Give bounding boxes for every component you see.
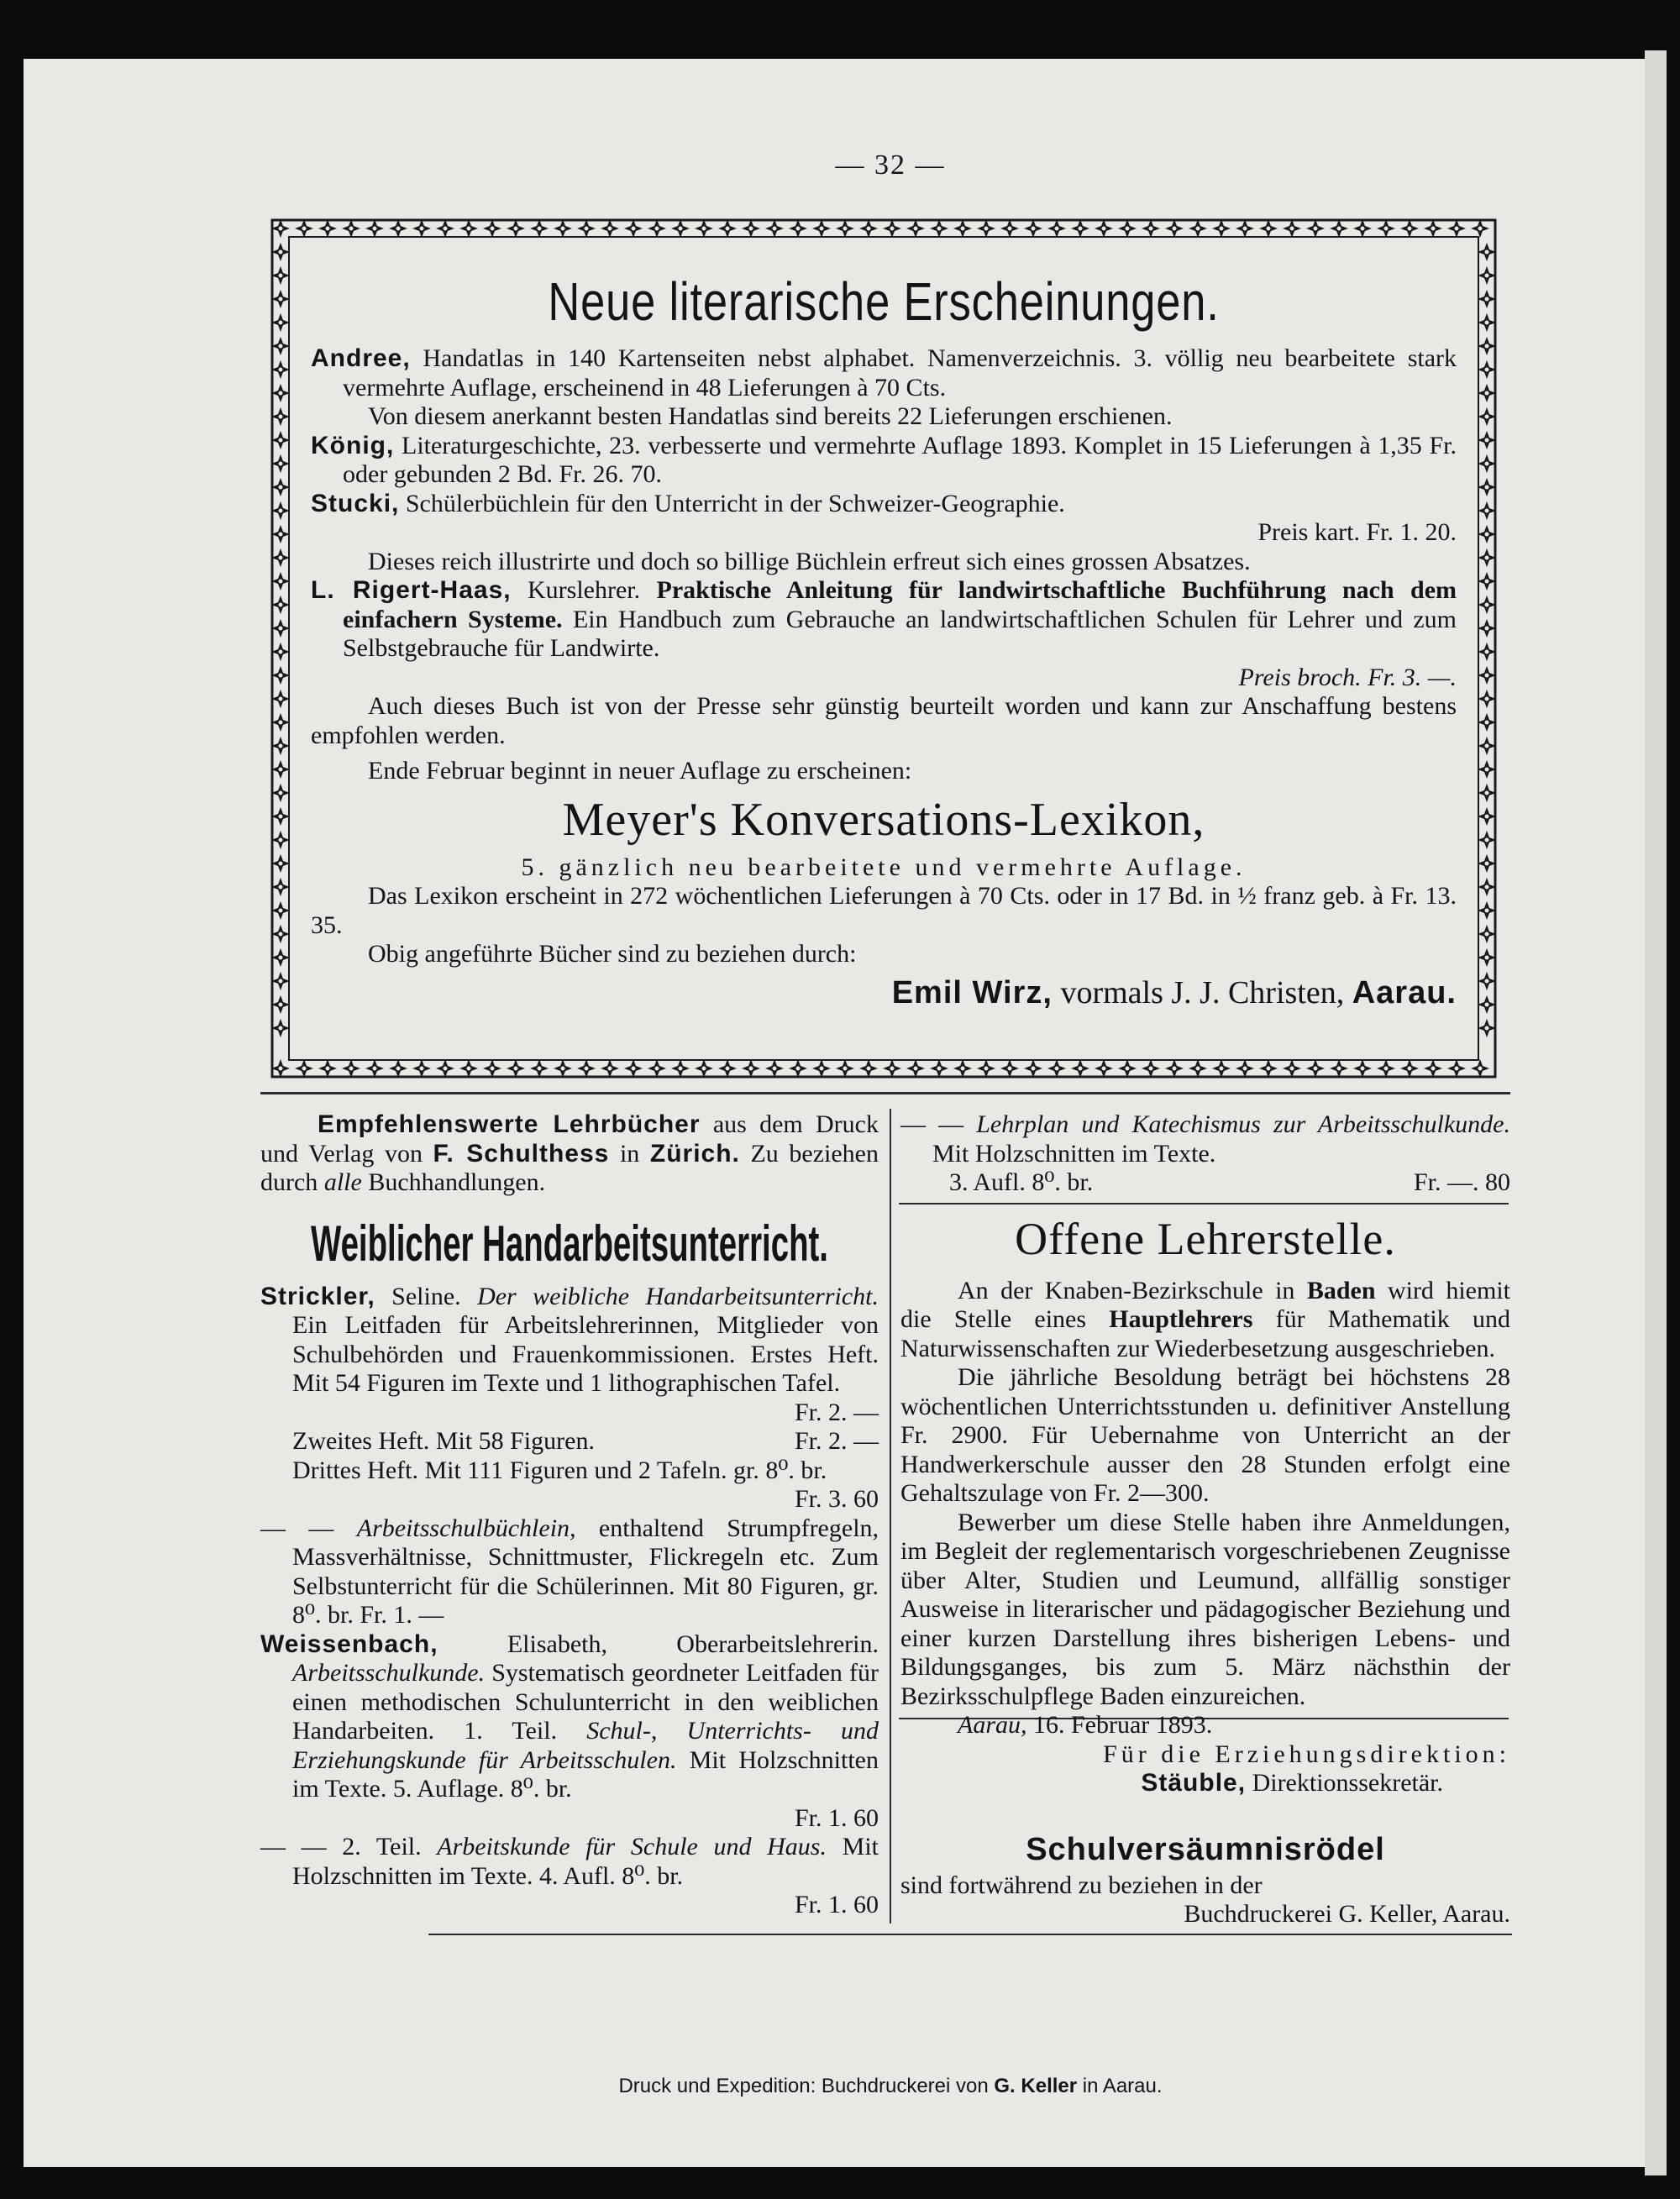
border-ornament (1142, 1059, 1160, 1078)
border-ornament (1478, 831, 1496, 849)
border-ornament (1306, 1059, 1325, 1078)
border-ornament (1478, 972, 1496, 990)
weissenbach-entry: Weissenbach, Elisabeth, Oberarbeitslehrerin. Arbeitsschulkunde. Systematisch geordneter Leitfaden für einen methodischen Schulunterricht in den weiblichen Handarbeiten. 1. Teil. Schul-, Unterrichts- und Erziehungskunde für Arbeitsschulen. Mit Holzschnitten im Texte. 5. Auflage. 8⁰. br. (260, 1630, 879, 1803)
wirz-rest: vormals J. J. Christen, (1060, 974, 1345, 1010)
border-ornament (271, 643, 290, 661)
border-ornament (1478, 737, 1496, 755)
border-ornament (389, 1059, 407, 1078)
teil2-entry: — — 2. Teil. Arbeitskunde für Schule und Haus. Mit Holzschnitten im Texte. 4. Aufl. 8⁰. br. (260, 1833, 879, 1890)
border-ornament (342, 219, 360, 238)
border-ornament (530, 219, 549, 238)
border-ornament (271, 243, 290, 261)
border-ornament (1478, 548, 1496, 567)
border-ornament (1447, 1059, 1466, 1078)
border-ornament (577, 1059, 596, 1078)
border-ornament (271, 290, 290, 308)
border-ornament (1478, 619, 1496, 638)
andree-name: Andree, (311, 344, 411, 372)
border-ornament (1478, 643, 1496, 661)
border-ornament (1478, 454, 1496, 473)
job-date: Aarau, 16. Februar 1893. (958, 1711, 1213, 1739)
border-ornament (271, 925, 290, 943)
border-ornament (1478, 1019, 1496, 1037)
border-ornament (1283, 1059, 1301, 1078)
meyer-title: Meyer's Konversations-Lexikon, (562, 793, 1205, 846)
border-ornament (1478, 572, 1496, 590)
border-ornament (412, 219, 431, 238)
border-ornament (1471, 219, 1489, 238)
border-ornament (836, 219, 854, 238)
border-ornament (859, 219, 878, 238)
lehrplan-entry: — — Lehrplan und Katechismus zur Arbeitsschulkunde. Mit Holzschnitten im Texte. (900, 1110, 1510, 1168)
border-ornament (554, 1059, 572, 1078)
border-ornament (1478, 525, 1496, 543)
meyer-text: Das Lexikon erscheint in 272 wöchentlichen Lieferungen à 70 Cts. oder in 17 Bd. in ½ franz geb. à Fr. 13. 35. (311, 882, 1457, 939)
border-ornament (1478, 501, 1496, 520)
border-ornament (459, 1059, 478, 1078)
border-ornament (1478, 431, 1496, 449)
border-ornament (507, 1059, 525, 1078)
schul-text: sind fortwährend zu beziehen in der (900, 1871, 1263, 1899)
border-ornament (318, 219, 337, 238)
border-ornament (1000, 1059, 1019, 1078)
border-ornament (1283, 219, 1301, 238)
border-ornament (906, 219, 925, 238)
border-ornament (930, 219, 948, 238)
border-ornament (1400, 1059, 1419, 1078)
border-ornament (1189, 1059, 1207, 1078)
border-ornament (271, 431, 290, 449)
border-ornament (271, 854, 290, 873)
border-ornament (271, 384, 290, 402)
job-paragraph-2: Die jährliche Besoldung beträgt bei höchstens 28 wöchentlichen Unterrichtsstunden u. definitiver Anstellung Fr. 2900. Für Uebernahme von Unterricht an der Handwerkerschule ausser den 28 Stunden erfolgt eine Gehaltszulage von Fr. 2—300. (900, 1363, 1510, 1507)
border-ornament (271, 337, 290, 355)
border-ornament (789, 219, 807, 238)
border-ornament (906, 1059, 925, 1078)
border-ornament (295, 219, 313, 238)
border-ornament (1212, 1059, 1231, 1078)
border-ornament (977, 219, 995, 238)
border-ornament (812, 219, 831, 238)
imprint-footer: Druck und Expedition: Buchdruckerei von G. Keller in Aarau. (618, 2075, 1163, 2097)
border-ornament (1118, 1059, 1137, 1078)
schul-headline: Schulversäumnisrödel (1026, 1831, 1385, 1867)
border-ornament (459, 219, 478, 238)
schul-printer: Buchdruckerei G. Keller, Aarau. (1184, 1900, 1510, 1928)
border-ornament (271, 831, 290, 849)
border-ornament (365, 219, 384, 238)
page-number: — 32 — (835, 150, 946, 181)
border-ornament (271, 360, 290, 379)
border-ornament (271, 995, 290, 1014)
left-headline: Weiblicher Handarbeitsunterricht. (311, 1215, 828, 1272)
border-ornament (271, 760, 290, 779)
koenig-text: Literaturgeschichte, 23. verbesserte und vermehrte Auflage 1893. Komplet in 15 Lieferungen à 1,35 Fr. oder gebunden 2 Bd. Fr. 26. 70. (343, 431, 1457, 488)
right-headline: Offene Lehrerstelle. (1015, 1213, 1396, 1264)
border-ornament (271, 407, 290, 426)
border-ornament (1478, 478, 1496, 496)
border-ornament (271, 807, 290, 826)
border-ornament (436, 219, 454, 238)
border-ornament (1047, 219, 1066, 238)
stucki-entry (311, 490, 1457, 519)
meyer-intro: Ende Februar beginnt in neuer Auflage zu erscheinen: (368, 757, 912, 785)
border-ornament (1024, 219, 1042, 238)
border-ornament (1377, 1059, 1395, 1078)
border-ornament (601, 219, 619, 238)
border-ornament (1478, 266, 1496, 285)
border-ornament (1478, 901, 1496, 920)
border-ornament (883, 1059, 901, 1078)
border-ornament (953, 219, 972, 238)
border-ornament (530, 1059, 549, 1078)
border-ornament (1353, 219, 1372, 238)
border-ornament (671, 219, 690, 238)
rigert-price: Preis broch. Fr. 3. —. (1238, 663, 1457, 691)
border-ornament (930, 1059, 948, 1078)
border-ornament (1165, 219, 1184, 238)
border-ornament (295, 1059, 313, 1078)
border-ornament (1478, 384, 1496, 402)
border-ornament (742, 1059, 760, 1078)
border-ornament (318, 1059, 337, 1078)
border-ornament (271, 266, 290, 285)
border-ornament (1478, 596, 1496, 614)
border-ornament (695, 219, 713, 238)
meyer-edition: 5. gänzlich neu bearbeitete und vermehrte Auflage. (521, 853, 1247, 881)
border-ornament (271, 501, 290, 520)
border-ornament (1047, 1059, 1066, 1078)
stucki-price: Preis kart. Fr. 1. 20. (1257, 518, 1457, 546)
job-signer: Stäuble, Direktionssekretär. (1141, 1769, 1443, 1797)
stucki-note: Dieses reich illustrirte und doch so billige Büchlein erfreut sich eines grossen Absatzes. (368, 547, 1251, 575)
border-ornament (1165, 1059, 1184, 1078)
border-ornament (271, 548, 290, 567)
border-ornament (1330, 1059, 1348, 1078)
border-ornament (1424, 1059, 1442, 1078)
border-ornament (1095, 1059, 1113, 1078)
border-ornament (271, 313, 290, 332)
rigert-entry (311, 576, 1457, 664)
border-ornament (977, 1059, 995, 1078)
wirz-name: Emil Wirz, (891, 974, 1053, 1010)
border-ornament (1478, 807, 1496, 826)
border-ornament (389, 219, 407, 238)
border-ornament (1212, 219, 1231, 238)
border-ornament (1478, 760, 1496, 779)
border-ornament (271, 478, 290, 496)
border-ornament (1189, 219, 1207, 238)
border-ornament (1259, 1059, 1278, 1078)
heft3: Drittes Heft. Mit 111 Figuren und 2 Tafeln. gr. 8⁰. br. (292, 1456, 827, 1484)
border-ornament (271, 1059, 290, 1078)
border-ornament (1095, 219, 1113, 238)
teil2-price: Fr. 1. 60 (794, 1891, 879, 1918)
border-ornament (507, 219, 525, 238)
border-ornament (1236, 219, 1254, 238)
border-ornament (1330, 219, 1348, 238)
border-ornament (718, 1059, 737, 1078)
border-ornament (412, 1059, 431, 1078)
strickler-price: Fr. 2. — (794, 1398, 879, 1426)
border-ornament (953, 1059, 972, 1078)
border-ornament (1478, 313, 1496, 332)
border-ornament (765, 219, 784, 238)
rigert-name: L. Rigert-Haas, (311, 576, 512, 604)
left-column (260, 1110, 879, 1920)
border-ornament (1306, 219, 1325, 238)
heft3-price: Fr. 3. 60 (794, 1485, 879, 1513)
job-paragraph-3: Bewerber um diese Stelle haben ihre Anmeldungen, im Begleit der reglementarisch vorgeschriebenen Zeugnisse über Alter, Studien und Leumund, allfällig sonstiger Ausweise in literarischer und pädagogischer Beziehung und einer kurzen Darstellung ihres bisherigen Lebens- und Bildungsganges, bis zum 5. März nächsthin der Bezirksschulpflege Baden einzureichen. (900, 1508, 1510, 1710)
border-ornament (271, 619, 290, 638)
border-ornament (1478, 407, 1496, 426)
border-ornament (601, 1059, 619, 1078)
border-ornament (695, 1059, 713, 1078)
border-ornament (836, 1059, 854, 1078)
border-ornament (1478, 925, 1496, 943)
literature-ad-frame (260, 208, 1507, 1089)
stucki-name: Stucki, (311, 489, 400, 517)
andree-text: Handatlas in 140 Kartenseiten nebst alphabet. Namenverzeichnis. 3. völlig neu bearbeitete stark vermehrte Auflage, erscheinend in 48 Lieferungen à 70 Cts. (343, 344, 1457, 401)
border-ornament (1478, 784, 1496, 802)
border-ornament (271, 1019, 290, 1037)
job-authority: Für die Erziehungsdirektion: (1103, 1740, 1510, 1768)
left-intro: Empfehlenswerte Lehrbücher aus dem Druck und Verlag von F. Schulthess in Zürich. Zu beziehen durch alle Buchhandlungen. (260, 1110, 879, 1196)
border-ornament (883, 219, 901, 238)
koenig-name: König, (311, 431, 395, 459)
border-ornament (1478, 690, 1496, 708)
border-ornament (765, 1059, 784, 1078)
border-ornament (648, 219, 666, 238)
border-ornament (1478, 243, 1496, 261)
border-ornament (1478, 337, 1496, 355)
border-ornament (1353, 1059, 1372, 1078)
border-ornament (554, 219, 572, 238)
border-ornament (271, 878, 290, 896)
border-ornament (483, 219, 501, 238)
border-ornament (271, 525, 290, 543)
border-ornament (624, 219, 643, 238)
bottom-divider (428, 1934, 1512, 1935)
border-ornament (1024, 1059, 1042, 1078)
wirz-city: Aarau. (1352, 974, 1457, 1010)
literature-headline: Neue literarische Erscheinungen. (548, 271, 1220, 332)
border-ornament (1000, 219, 1019, 238)
border-ornament (1236, 1059, 1254, 1078)
border-ornament (1400, 219, 1419, 238)
border-ornament (1471, 1059, 1489, 1078)
border-ornament (789, 1059, 807, 1078)
border-ornament (271, 572, 290, 590)
top-divider (260, 1092, 1510, 1094)
border-ornament (271, 784, 290, 802)
border-ornament (436, 1059, 454, 1078)
lehrplan-price-row: 3. Aufl. 8⁰. br. Fr. —. 80 (949, 1168, 1510, 1196)
border-ornament (742, 219, 760, 238)
border-ornament (1478, 713, 1496, 732)
koenig-entry (311, 432, 1457, 490)
border-ornament (1478, 666, 1496, 685)
border-ornament (1071, 219, 1089, 238)
border-ornament (1259, 219, 1278, 238)
rigert-role: Kurslehrer. (528, 576, 641, 604)
rigert-note: Auch dieses Buch ist von der Presse sehr günstig beurteilt worden und kann zur Anschaffung bestens empfohlen werden. (311, 692, 1457, 749)
border-ornament (859, 1059, 878, 1078)
border-ornament (812, 1059, 831, 1078)
border-ornament (718, 219, 737, 238)
obig-note: Obig angeführte Bücher sind zu beziehen durch: (368, 940, 857, 968)
rigert-text: Ein Handbuch zum Gebrauche an landwirtschaftlichen Schulen für Lehrer und zum Selbstgebrauche für Landwirte. (343, 605, 1457, 662)
border-ornament (1478, 854, 1496, 873)
border-ornament (271, 948, 290, 967)
rigert-title: Praktische Anleitung für landwirtschaftliche Buchführung nach dem einfachern Systeme. (343, 576, 1457, 633)
border-ornament (624, 1059, 643, 1078)
border-ornament (1478, 878, 1496, 896)
weissenbach-price: Fr. 1. 60 (794, 1803, 879, 1832)
border-ornament (483, 1059, 501, 1078)
andree-note: Von diesem anerkannt besten Handatlas sind bereits 22 Lieferungen erschienen. (368, 402, 1173, 430)
border-ornament (271, 596, 290, 614)
andree-entry (311, 344, 1457, 402)
border-ornament (1118, 219, 1137, 238)
border-ornament (342, 1059, 360, 1078)
border-ornament (1377, 219, 1395, 238)
column-divider (890, 1109, 891, 1923)
literature-ad-content (311, 259, 1457, 1040)
border-ornament (271, 666, 290, 685)
border-ornament (1478, 290, 1496, 308)
right-column (900, 1110, 1510, 1929)
border-ornament (577, 219, 596, 238)
border-ornament (365, 1059, 384, 1078)
border-ornament (271, 454, 290, 473)
border-ornament (1071, 1059, 1089, 1078)
border-ornament (271, 972, 290, 990)
strickler-entry: Strickler, Seline. Der weibliche Handarbeitsunterricht. Ein Leitfaden für Arbeitslehrerinnen, Mitglieder von Schulbehörden und Frauenkommissionen. Erstes Heft. Mit 54 Figuren im Texte und 1 lithographischen Tafel. (260, 1282, 879, 1397)
border-ornament (1478, 995, 1496, 1014)
border-ornament (1478, 948, 1496, 967)
border-ornament (1478, 360, 1496, 379)
heft2-row: Zweites Heft. Mit 58 Figuren. Fr. 2. — (292, 1427, 879, 1455)
border-ornament (271, 901, 290, 920)
border-ornament (271, 713, 290, 732)
job-paragraph-1: An der Knaben-Bezirkschule in Baden wird hiemit die Stelle eines Hauptlehrers für Mathematik und Naturwissenschaften zur Wiederbesetzung ausgeschrieben. (900, 1276, 1510, 1362)
arbeit-entry: — — Arbeitsschulbüchlein, enthaltend Strumpfregeln, Massverhältnisse, Schnittmuster, Flickregeln etc. Zum Selbstunterricht für die Schülerinnen. Mit 80 Figuren, gr. 8⁰. br. Fr. 1. — (260, 1514, 879, 1629)
border-ornament (648, 1059, 666, 1078)
border-ornament (671, 1059, 690, 1078)
border-ornament (271, 219, 290, 238)
wirz-signature (311, 974, 1457, 1011)
stucki-text: Schülerbüchlein für den Unterricht in der Schweizer-Geographie. (405, 489, 1065, 517)
border-ornament (1424, 219, 1442, 238)
border-ornament (271, 737, 290, 755)
page-edge (1645, 50, 1667, 2175)
border-ornament (271, 690, 290, 708)
border-ornament (1142, 219, 1160, 238)
border-ornament (1447, 219, 1466, 238)
